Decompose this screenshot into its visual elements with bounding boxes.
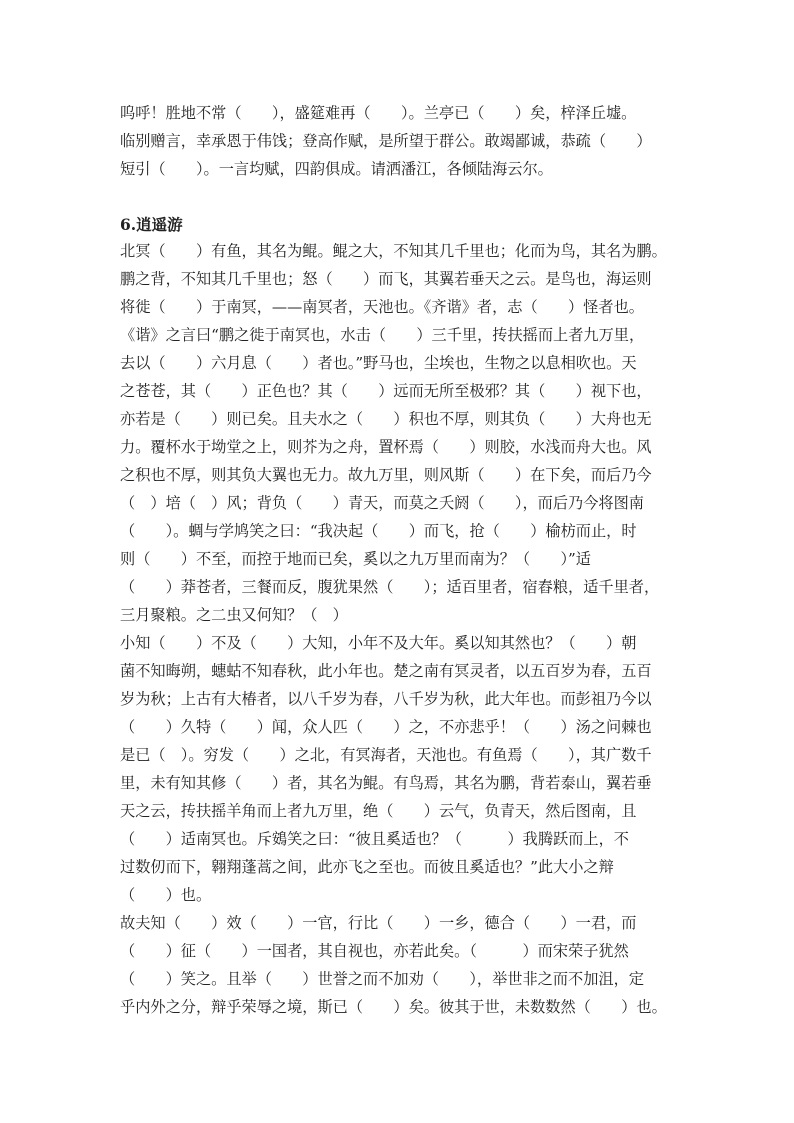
text-line: 是已（ ）。穷发（ ）之北，有冥海者，天池也。有鱼焉（ ），其广数千: [120, 746, 652, 764]
text-line: （ ）也。: [120, 886, 212, 904]
text-line: 之积也不厚，则其负大翼也无力。故九万里，则风斯（ ）在下矣，而后乃今: [120, 466, 652, 484]
text-line: （ ）久特（ ）闻，众人匹（ ）之，不亦悲乎！（ ）汤之问棘也: [120, 718, 652, 736]
text-line: 小知（ ）不及（ ）大知，小年不及大年。奚以知其然也？（ ）朝: [120, 634, 637, 652]
text-line: 天之云，抟扶摇羊角而上者九万里，绝（ ）云气，负青天，然后图南，且: [120, 802, 637, 820]
text-line: （ ）莽苍者，三餐而反，腹犹果然（ ）；适百里者，宿舂粮，适千里者，: [120, 578, 660, 596]
text-line: 菌不知晦朔，蟪蛄不知春秋，此小年也。楚之南有冥灵者，以五百岁为春，五百: [120, 662, 652, 680]
text-line: （ ）。蜩与学鸠笑之曰：“我决起（ ）而飞，抢（ ）榆枋而止，时: [120, 522, 637, 540]
text-line: 故夫知（ ）效（ ）一官，行比（ ）一乡，德合（ ）一君，而: [120, 914, 637, 932]
text-line: 力。覆杯水于坳堂之上，则芥为之舟，置杯焉（ ）则胶，水浅而舟大也。风: [120, 438, 652, 456]
text-line: 岁为秋；上古有大椿者，以八千岁为春，八千岁为秋，此大年也。而彭祖乃今以: [120, 690, 652, 708]
section-title: 6.逍遥游: [120, 215, 183, 234]
text-line: 三月聚粮。之二虫又何知？（ ）: [120, 606, 348, 624]
text-line: 临别赠言，幸承恩于伟饯；登高作赋，是所望于群公。敢竭鄙诚，恭疏（ ）: [120, 132, 652, 150]
text-line: 短引（ ）。一言均赋，四韵俱成。请洒潘江，各倾陆海云尔。: [120, 160, 553, 178]
text-line: （ ）培（ ）风；背负（ ）青天，而莫之夭阏（ ），而后乃今将图南: [120, 494, 644, 512]
text-line: 去以（ ）六月息（ ）者也。”野马也，尘埃也，生物之以息相吹也。天: [120, 354, 637, 372]
text-line: 亦若是（ ）则已矣。且夫水之（ ）积也不厚，则其负（ ）大舟也无: [120, 410, 652, 428]
text-line: 将徙（ ）于南冥，——南冥者，天池也。《齐谐》者，志（ ）怪者也。: [120, 298, 644, 316]
text-line: 呜呼！胜地不常（ ），盛筵难再（ ）。兰亭已（ ）矣，梓泽丘墟。: [120, 104, 637, 122]
text-line: 过数仞而下，翱翔蓬蒿之间，此亦飞之至也。而彼且奚适也？”此大小之辩: [120, 858, 614, 876]
text-line: 北冥（ ）有鱼，其名为鲲。鲲之大，不知其几千里也；化而为鸟，其名为鹏。: [120, 242, 667, 260]
text-line: （ ）适南冥也。斥鴳笑之曰：“彼且奚适也？（ ）我腾跃而上，不: [120, 830, 629, 848]
text-line: 鹏之背，不知其几千里也；怒（ ）而飞，其翼若垂天之云。是鸟也，海运则: [120, 270, 652, 288]
text-line: 里，未有知其修（ ）者，其名为鲲。有鸟焉，其名为鹏，背若泰山，翼若垂: [120, 774, 652, 792]
text-line: 乎内外之分，辩乎荣辱之境，斯已（ ）矣。彼其于世，未数数然（ ）也。: [120, 998, 667, 1016]
text-line: （ ）笑之。且举（ ）世誉之而不加劝（ ），举世非之而不加沮，定: [120, 970, 644, 988]
text-line: 则（ ）不至，而控于地而已矣，奚以之九万里而南为？（ ）”适: [120, 550, 591, 568]
text-line: 之苍苍，其（ ）正色也？其（ ）远而无所至极邪？其（ ）视下也，: [120, 382, 652, 400]
text-line: 《谐》之言曰“鹏之徙于南冥也，水击（ ）三千里，抟扶摇而上者九万里，: [120, 326, 645, 344]
text-line: （ ）征（ ）一国者，其自视也，亦若此矣。（ ）而宋荣子犹然: [120, 942, 629, 960]
